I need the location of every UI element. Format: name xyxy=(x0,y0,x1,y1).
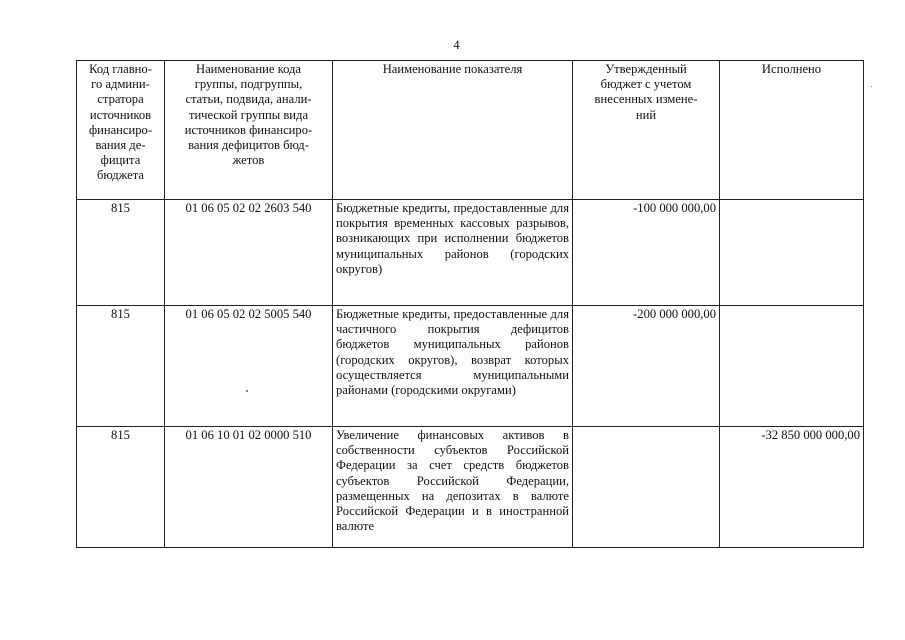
group-code-cell: 01 06 10 01 02 0000 510 xyxy=(165,427,333,548)
indicator-name-cell: Бюджетные кредиты, предоставленные для частичного покрытия дефицитов бюджетов муниципальных районов (городских округов), возврат которых осуществляется муниципальными районами (городскими округами) xyxy=(333,306,573,427)
approved-amount-cell: -100 000 000,00 xyxy=(573,200,720,306)
indicator-name-cell: Увеличение финансовых активов в собственности субъектов Российской Федерации за счет средств бюджетов субъектов Российской Федерации, размещенных на депозитах в валюте Российской Федерации и в иностранной валюте xyxy=(333,427,573,548)
budget-sources-table xyxy=(76,60,864,548)
admin-code-cell: 815 xyxy=(77,306,165,427)
table-header-row xyxy=(77,61,864,200)
header-approved-budget xyxy=(573,61,720,200)
header-group-code xyxy=(165,61,333,200)
admin-code-cell: 815 xyxy=(77,427,165,548)
executed-amount-cell xyxy=(720,200,864,306)
header-approved-budget-text: Утвержденный бюджет с учетом внесенных измене- ний xyxy=(594,62,698,122)
executed-amount-cell: -32 850 000 000,00 xyxy=(720,427,864,548)
table-row xyxy=(77,306,864,427)
header-executed xyxy=(720,61,864,200)
header-indicator-name-text: Наименование показателя xyxy=(382,62,523,76)
admin-code-cell: 815 xyxy=(77,200,165,306)
header-executed-text: Исполнено xyxy=(761,62,822,76)
header-group-code-text: Наименование кода группы, подгруппы, статьи, подвида, анали- тической группы вида источников финансиро- вания дефицитов бюд- жетов xyxy=(184,62,313,168)
approved-amount-cell xyxy=(573,427,720,548)
header-admin-code xyxy=(77,61,165,200)
header-indicator-name xyxy=(333,61,573,200)
table-row xyxy=(77,200,864,306)
indicator-name-cell: Бюджетные кредиты, предоставленные для покрытия временных кассовых разрывов, возникающих при исполнении бюджетов муниципальных районов (городских округов) xyxy=(333,200,573,306)
table-row xyxy=(77,427,864,548)
scan-speck xyxy=(246,390,248,392)
group-code-cell: 01 06 05 02 02 2603 540 xyxy=(165,200,333,306)
header-admin-code-text: Код главно- го админи- стратора источников финансиро- вания де- фицита бюджета xyxy=(88,62,153,183)
approved-amount-cell: -200 000 000,00 xyxy=(573,306,720,427)
group-code-cell: 01 06 05 02 02 5005 540 xyxy=(165,306,333,427)
executed-amount-cell xyxy=(720,306,864,427)
page-number: 4 xyxy=(453,38,460,52)
scan-speck xyxy=(871,86,872,87)
